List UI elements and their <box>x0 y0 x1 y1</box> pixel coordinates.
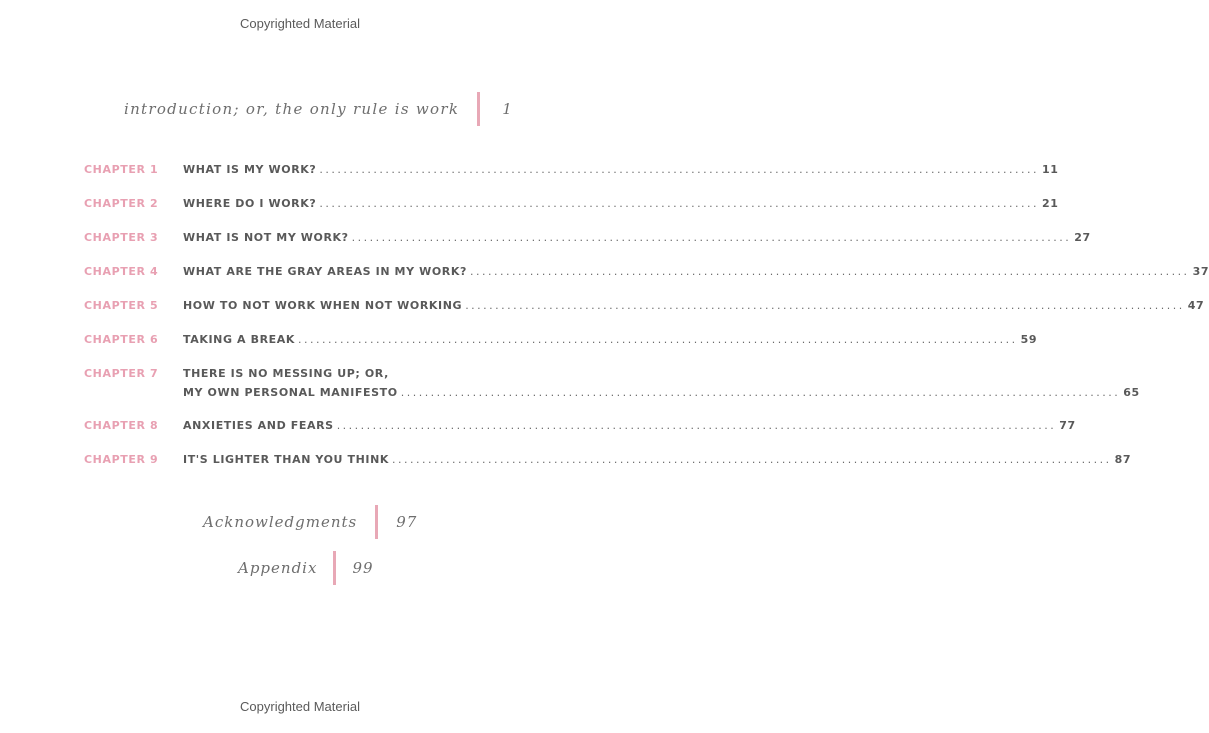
pink-divider <box>375 505 378 539</box>
chapter-title: WHAT IS NOT MY WORK? <box>183 231 349 244</box>
chapter-page: 21 <box>1041 197 1059 210</box>
copyright-notice-top: Copyrighted Material <box>240 16 360 31</box>
chapter-entry <box>183 453 1131 466</box>
toc-row-chapter-3[interactable] <box>84 231 1091 244</box>
chapter-title: WHERE DO I WORK? <box>183 197 317 210</box>
toc-row-chapter-5[interactable] <box>84 299 1205 312</box>
appendix-page: 99 <box>352 559 374 577</box>
introduction-page: 1 <box>502 100 513 118</box>
dot-leader <box>401 386 1121 399</box>
chapter-page: 11 <box>1041 163 1059 176</box>
chapter-entry <box>183 163 1059 176</box>
pink-divider <box>333 551 336 585</box>
chapter-entry <box>183 419 1076 432</box>
chapter-label: CHAPTER 3 <box>84 231 159 244</box>
chapter-entry <box>183 299 1204 312</box>
toc-row-chapter-2[interactable] <box>84 197 1059 210</box>
chapter-page: 27 <box>1074 231 1091 244</box>
chapter-label: CHAPTER 1 <box>84 163 159 176</box>
chapter-page: 77 <box>1059 419 1076 432</box>
chapter-entry <box>183 333 1037 346</box>
pink-divider <box>477 92 480 126</box>
introduction-title: introduction; or, the only rule is work <box>124 100 460 118</box>
appendix-entry[interactable] <box>238 551 374 585</box>
chapter-entry <box>183 265 1209 278</box>
chapter-page: 37 <box>1192 265 1209 278</box>
chapter-title: ANXIETIES AND FEARS <box>183 419 334 432</box>
acknowledgments-page: 97 <box>396 513 418 531</box>
appendix-title: Appendix <box>238 559 318 577</box>
acknowledgments-title: Acknowledgments <box>203 513 358 531</box>
chapter-page: 65 <box>1123 386 1140 399</box>
dot-leader <box>352 231 1072 244</box>
chapter-label: CHAPTER 9 <box>84 453 159 466</box>
dot-leader <box>298 333 1018 346</box>
dot-leader <box>392 453 1112 466</box>
chapter-title: TAKING A BREAK <box>183 333 295 346</box>
chapter-entry <box>183 197 1058 210</box>
chapter-title-line-2: MY OWN PERSONAL MANIFESTO <box>183 386 398 399</box>
chapter-label: CHAPTER 2 <box>84 197 159 210</box>
chapter-entry <box>183 367 1140 399</box>
toc-row-chapter-4[interactable] <box>84 265 1209 278</box>
chapter-title: WHAT ARE THE GRAY AREAS IN MY WORK? <box>183 265 467 278</box>
toc-row-chapter-6[interactable] <box>84 333 1038 346</box>
chapter-page: 59 <box>1020 333 1038 346</box>
chapter-page: 87 <box>1114 453 1132 466</box>
introduction-entry[interactable] <box>124 92 513 126</box>
chapter-entry <box>183 231 1091 244</box>
chapter-page: 47 <box>1187 299 1205 312</box>
dot-leader <box>319 163 1039 176</box>
acknowledgments-entry[interactable] <box>203 505 417 539</box>
chapter-label: CHAPTER 7 <box>84 367 159 380</box>
dot-leader <box>337 419 1057 432</box>
toc-row-chapter-8[interactable] <box>84 419 1076 432</box>
chapter-title: IT'S LIGHTER THAN YOU THINK <box>183 453 390 466</box>
toc-row-chapter-9[interactable] <box>84 453 1132 466</box>
copyright-notice-bottom: Copyrighted Material <box>240 699 360 714</box>
dot-leader <box>470 265 1190 278</box>
toc-row-chapter-7[interactable] <box>84 367 1140 399</box>
chapter-label: CHAPTER 6 <box>84 333 159 346</box>
chapter-title: WHAT IS MY WORK? <box>183 163 317 176</box>
chapter-label: CHAPTER 4 <box>84 265 159 278</box>
chapter-label: CHAPTER 8 <box>84 419 159 432</box>
dot-leader <box>465 299 1185 312</box>
toc-row-chapter-1[interactable] <box>84 163 1059 176</box>
chapter-title: HOW TO NOT WORK WHEN NOT WORKING <box>183 299 463 312</box>
dot-leader <box>319 197 1039 210</box>
chapter-title: THERE IS NO MESSING UP; OR, <box>183 367 389 380</box>
chapter-label: CHAPTER 5 <box>84 299 159 312</box>
